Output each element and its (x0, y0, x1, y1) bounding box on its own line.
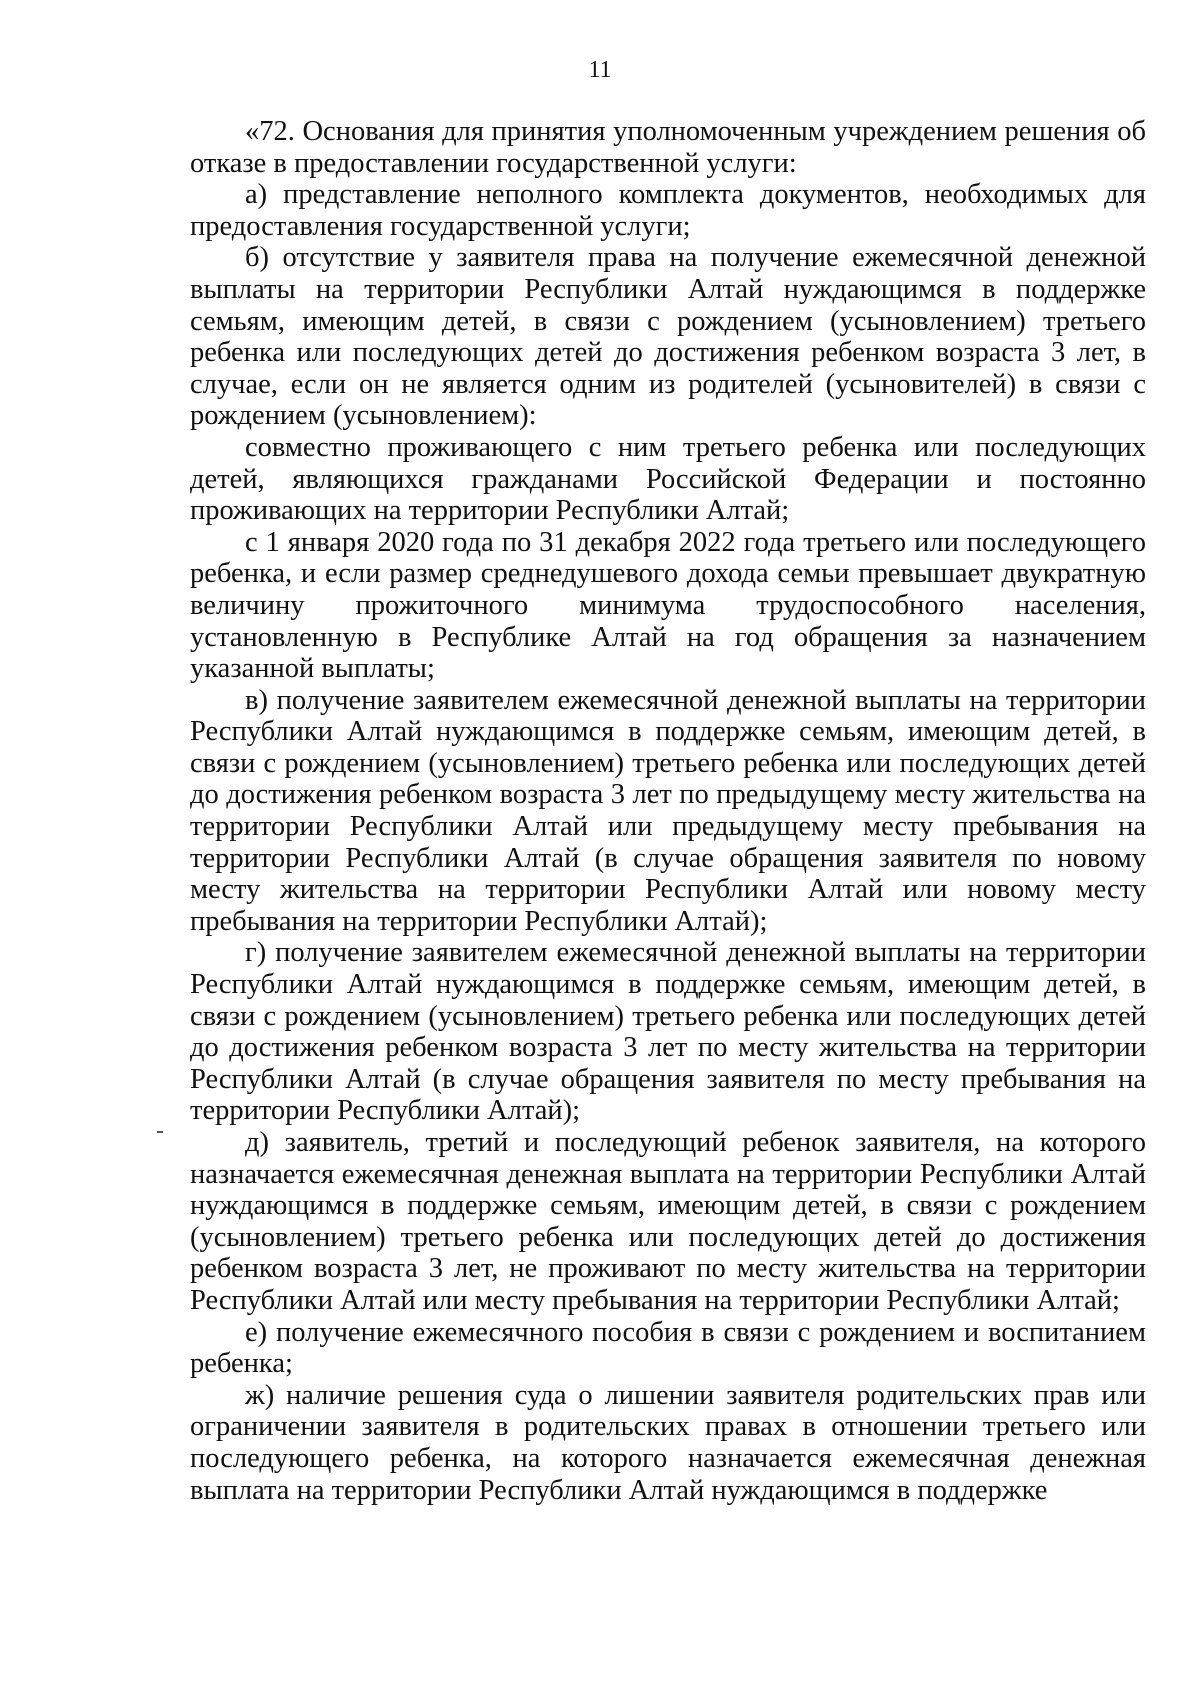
paragraph-item-a: а) представление неполного комплекта документов, необходимых для предоставления государственной услуги; (190, 179, 1146, 242)
paragraph-item-zh: ж) наличие решения суда о лишении заявителя родительских прав или ограничении заявителя в родительских правах в отношении третьего или последующего ребенка, на которого назначается ежемесячная денежная выплата на территории Республики Алтай нуждающимся в поддержке (190, 1379, 1146, 1506)
paragraph-item-b-sub-1: совместно проживающего с ним третьего ребенка или последующих детей, являющихся гражданами Российской Федерации и постоянно проживающих на территории Республики Алтай; (190, 431, 1146, 527)
paragraph-72-intro: «72. Основания для принятия уполномоченным учреждением решения об отказе в предоставлении государственной услуги: (190, 116, 1146, 179)
page-number: 11 (588, 57, 612, 83)
paragraph-item-d: д) заявитель, третий и последующий ребенок заявителя, на которого назначается ежемесячная денежная выплата на территории Республики Алтай нуждающимся в поддержке семьям, имеющим детей, в связи с рождением (усыновлением) третьего ребенка или последующих детей до достижения ребенком возраста 3 лет, не проживают по месту жительства на территории Республики Алтай или месту пребывания на территории Республики Алтай; (190, 1127, 1146, 1316)
paragraph-item-e: е) получение ежемесячного пособия в связи с рождением и воспитанием ребенка; (190, 1316, 1146, 1380)
paragraph-item-v: в) получение заявителем ежемесячной денежной выплаты на территории Республики Алтай нуждающимся в поддержке семьям, имеющим детей, в связи с рождением (усыновлением) третьего ребенка или последующих детей до достижения ребенком возраста 3 лет по предыдущему месту жительства на территории Республики Алтай или предыдущему месту пребывания на территории Республики Алтай (в случае обращения заявителя по новому месту жительства на территории Республики Алтай или новому месту пребывания на территории Республики Алтай); (190, 684, 1146, 937)
paragraph-item-b: б) отсутствие у заявителя права на получение ежемесячной денежной выплаты на территории Республики Алтай нуждающимся в поддержке семьям, имеющим детей, в связи с рождением (усыновлением) третьего ребенка или последующих детей до достижения ребенком возраста 3 лет, в случае, если он не является одним из родителей (усыновителей) в связи с рождением (усыновлением): (190, 242, 1146, 432)
document-body (190, 116, 1146, 1506)
paragraph-item-g: г) получение заявителем ежемесячной денежной выплаты на территории Республики Алтай нуждающимся в поддержке семьям, имеющим детей, в связи с рождением (усыновлением) третьего ребенка или последующих детей до достижения ребенком возраста 3 лет по месту жительства на территории Республики Алтай (в случае обращения заявителя по месту пребывания на территории Республики Алтай); (190, 937, 1146, 1127)
scan-margin-mark (157, 1131, 163, 1133)
paragraph-item-b-sub-2: с 1 января 2020 года по 31 декабря 2022 года третьего или последующего ребенка, и если размер среднедушевого дохода семьи превышает двукратную величину прожиточного минимума трудоспособного населения, установленную в Республике Алтай на год обращения за назначением указанной выплаты; (190, 526, 1146, 685)
